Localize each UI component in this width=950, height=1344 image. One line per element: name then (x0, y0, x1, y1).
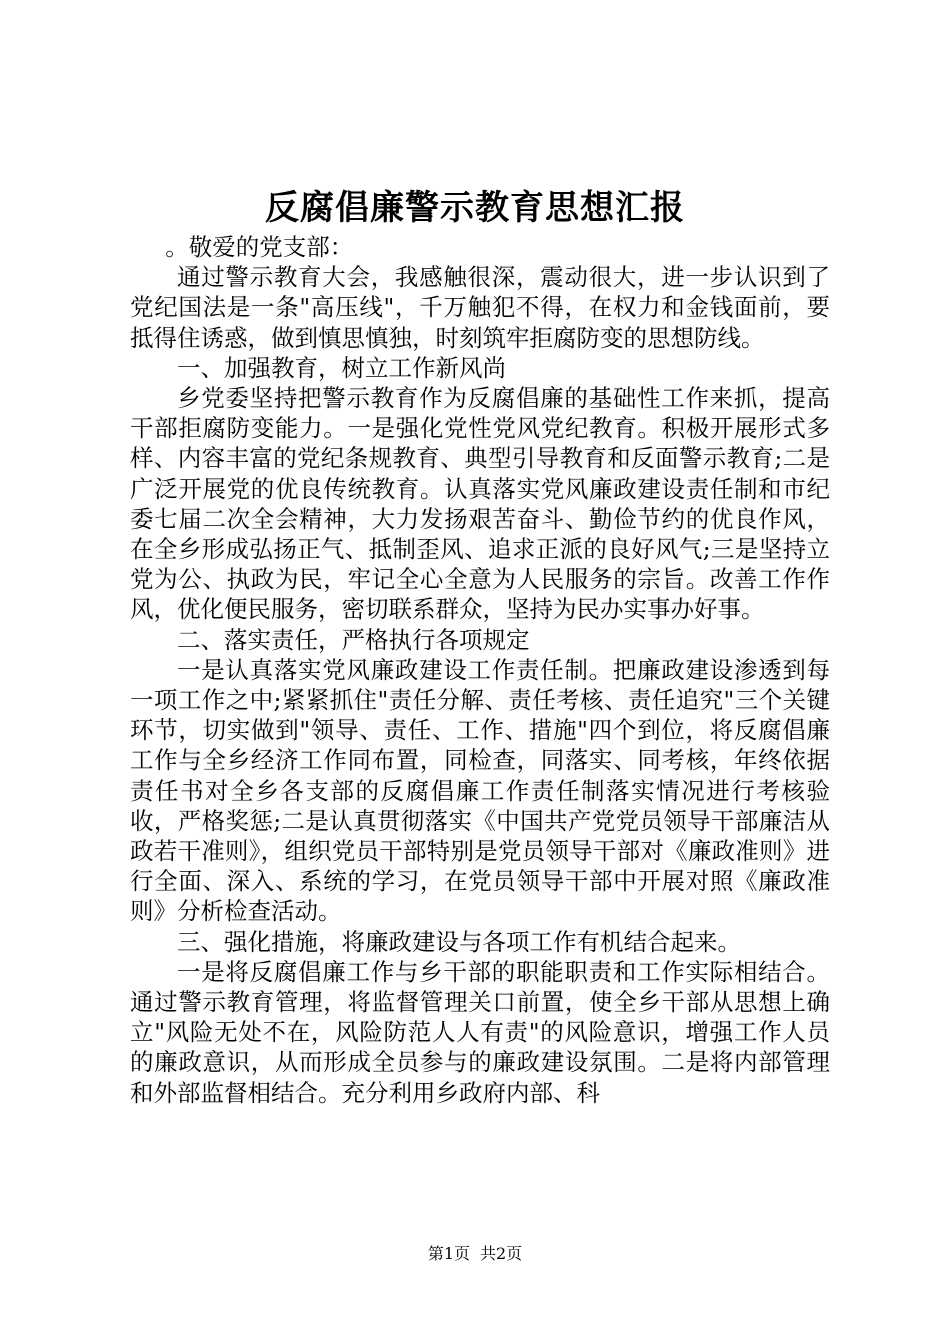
paragraph-section-2: 一是认真落实党风廉政建设工作责任制。把廉政建设渗透到每一项工作之中;紧紧抓住"责任分解、责任考核、责任追究"三个关键环节，切实做到"领导、责任、工作、措施"四个到位，将反腐倡廉工作与全乡经济工作同布置，同检查，同落实、同考核，年终依据责任书对全乡各支部的反腐倡廉工作责任制落实情况进行考核验收，严格奖惩;二是认真贯彻落实《中国共产党党员领导干部廉洁从政若干准则》，组织党员干部特别是党员领导干部对《廉政准则》进行全面、深入、系统的学习，在党员领导干部中开展对照《廉政准则》分析检查活动。 (130, 655, 830, 926)
page-number: 第1页 (427, 1244, 470, 1263)
page-total: 共2页 (480, 1244, 523, 1263)
section-heading-2: 二、落实责任，严格执行各项规定 (177, 625, 530, 654)
section-heading-3: 三、强化措施，将廉政建设与各项工作有机结合起来。 (177, 927, 741, 956)
section-heading-1: 一、加强教育，树立工作新风尚 (177, 353, 506, 382)
page-footer (0, 1244, 950, 1264)
paragraph-section-3: 一是将反腐倡廉工作与乡干部的职能职责和工作实际相结合。通过警示教育管理，将监督管理关口前置，使全乡干部从思想上确立"风险无处不在，风险防范人人有责"的风险意识，增强工作人员的廉政意识，从而形成全员参与的廉政建设氛围。二是将内部管理和外部监督相结合。充分利用乡政府内部、科 (130, 957, 830, 1107)
greeting-line: 。敬爱的党支部： (165, 233, 354, 261)
document-title: 反腐倡廉警示教育思想汇报 (265, 188, 685, 228)
paragraph-intro: 通过警示教育大会，我感触很深，震动很大，进一步认识到了党纪国法是一条"高压线"，千万触犯不得，在权力和金钱面前，要抵得住诱惑，做到慎思慎独，时刻筑牢拒腐防变的思想防线。 (130, 263, 830, 352)
document-body (130, 232, 830, 1108)
paragraph-section-1: 乡党委坚持把警示教育作为反腐倡廉的基础性工作来抓，提高干部拒腐防变能力。一是强化党性党风党纪教育。积极开展形式多样、内容丰富的党纪条规教育、典型引导教育和反面警示教育;二是广泛开展党的优良传统教育。认真落实党风廉政建设责任制和市纪委七届二次全会精神，大力发扬艰苦奋斗、勤俭节约的优良作风，在全乡形成弘扬正气、抵制歪风、追求正派的良好风气;三是坚持立党为公、执政为民，牢记全心全意为人民服务的宗旨。改善工作作风，优化便民服务，密切联系群众，坚持为民办实事办好事。 (130, 384, 830, 624)
